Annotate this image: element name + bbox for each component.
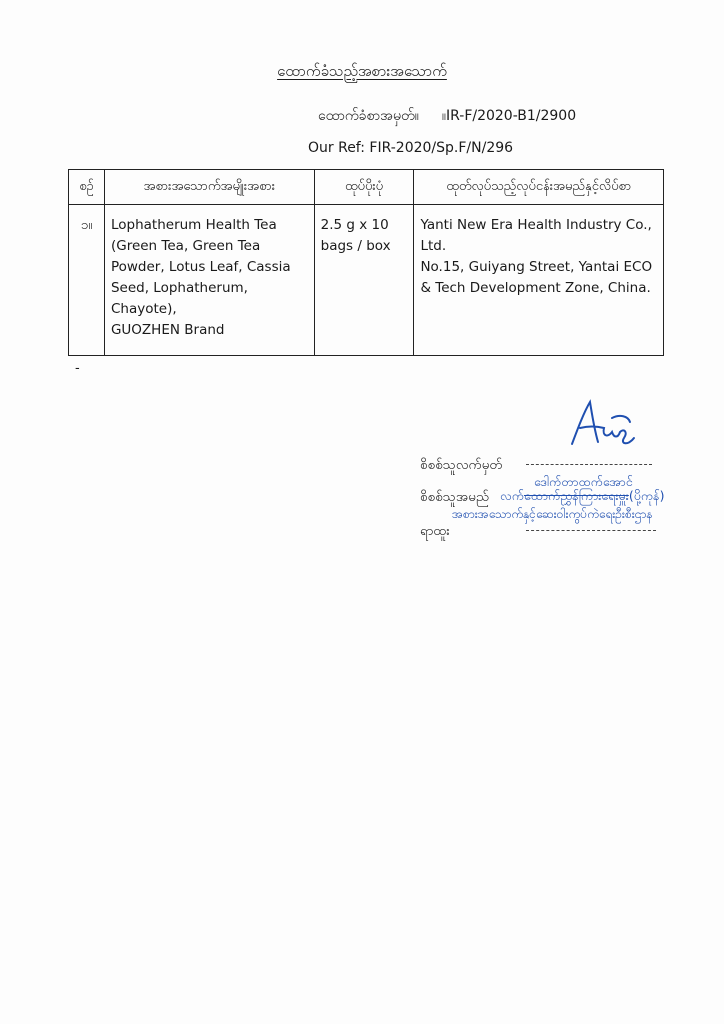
header-packing: ထုပ်ပိုးပုံ [314, 170, 414, 205]
position-label: ရာထူး [420, 523, 450, 539]
product-line: Seed, Lophatherum, [110, 280, 248, 296]
product-line: Chayote), [110, 301, 177, 317]
product-line: GUOZHEN Brand [110, 322, 225, 338]
product-line: (Green Tea, Green Tea [110, 238, 261, 254]
manufacturer-line: No.15, Guiyang Street, Yantai ECO [420, 259, 653, 275]
header-manufacturer: ထုတ်လုပ်သည့်လုပ်ငန်းအမည်နှင့်လိပ်စာ [414, 170, 664, 205]
manufacturer-line: Ltd. [420, 238, 447, 254]
stamp-title-struck: ထောက်ညွှန်ကြားရေးမှူး [523, 488, 629, 503]
manufacturer-line: & Tech Development Zone, China. [420, 280, 651, 296]
document-title: ထောက်ခံသည့်အစားအသောက် [277, 62, 447, 80]
signature-line [526, 464, 652, 465]
stamp-title-prefix: လက် [500, 488, 524, 503]
letter-number [318, 106, 576, 127]
row-serial: ၁။ [69, 205, 105, 356]
table-row [69, 205, 664, 356]
row-manufacturer [414, 205, 664, 356]
letter-number-value: ။IR-F/2020-B1/2900 [441, 108, 577, 124]
product-line: Lophatherum Health Tea [110, 217, 277, 233]
signature-label: စိစစ်သူလက်မှတ် [420, 457, 503, 473]
packing-line: bags / box [320, 238, 391, 254]
stamp-title-line2: အစားအသောက်နှင့်ဆေးဝါးကွပ်ကဲရေးဦးစီးဌာန [452, 507, 653, 521]
after-table-mark: - [75, 361, 80, 376]
stamp-name: ဒေါက်တာထက်အောင် [534, 474, 633, 489]
our-reference: Our Ref: FIR-2020/Sp.F/N/296 [308, 140, 514, 156]
position-line [526, 530, 656, 531]
manufacturer-line: Yanti New Era Health Industry Co., [420, 217, 652, 233]
stamp-title-suffix: (ပို့ကုန်) [628, 488, 665, 503]
row-packing [314, 205, 414, 356]
items-table [68, 169, 664, 356]
handwritten-signature [568, 398, 638, 454]
product-line: Powder, Lotus Leaf, Cassia [110, 259, 291, 275]
letter-number-label: ထောက်ခံစာအမှတ်။ [318, 108, 419, 124]
header-food-type: အစားအသောက်အမျိုးအစား [104, 170, 314, 205]
packing-line: 2.5 g x 10 [320, 217, 389, 233]
header-serial: စဉ် [69, 170, 105, 205]
row-product [104, 205, 314, 356]
table-header-row [69, 170, 664, 205]
name-label: စိစစ်သူအမည် [420, 489, 489, 505]
stamp-title-line1 [500, 488, 664, 507]
